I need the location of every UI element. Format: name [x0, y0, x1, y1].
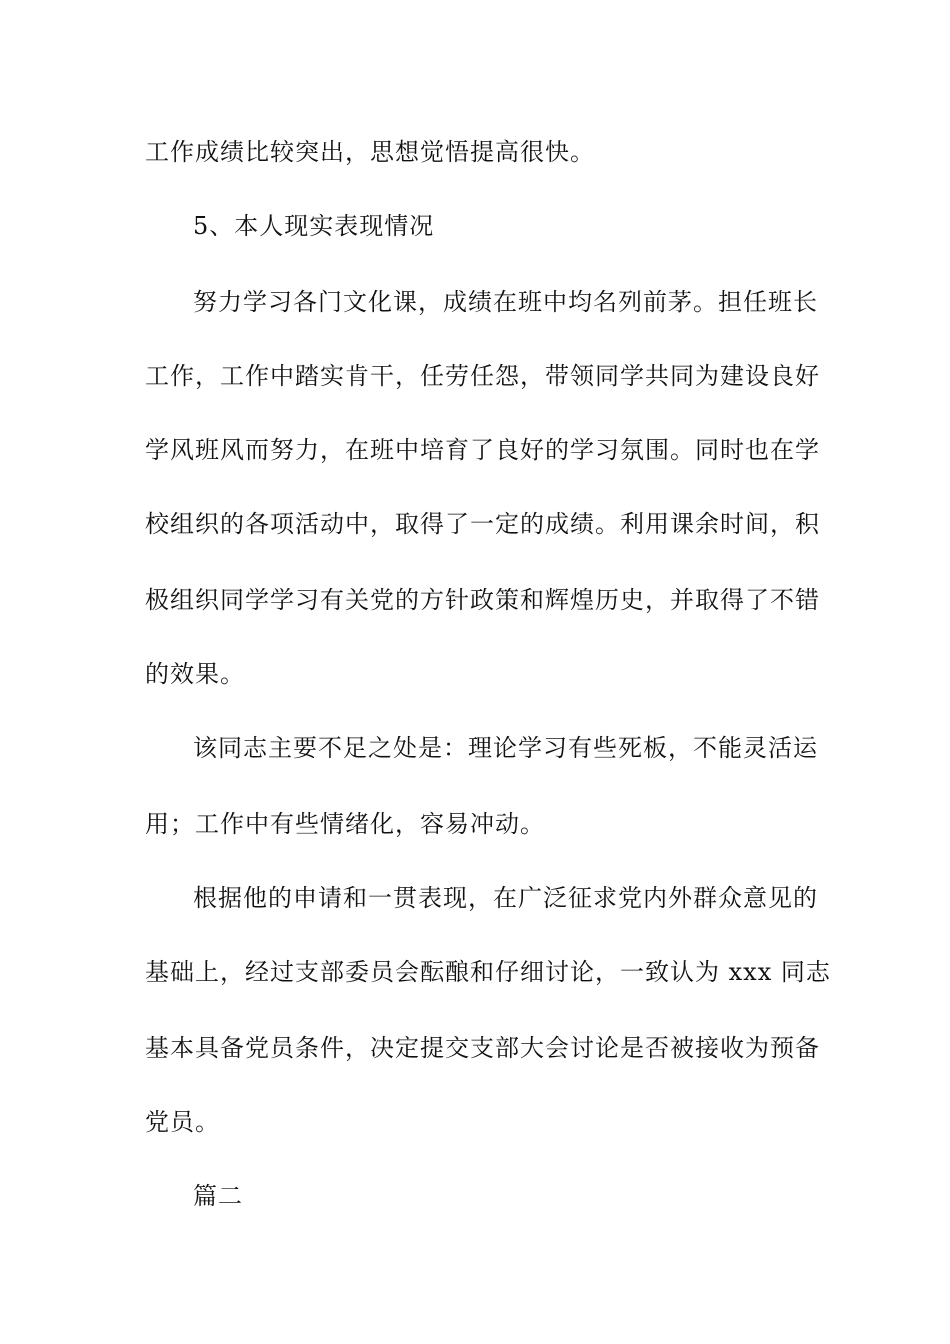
- section-heading: 5、本人现实表现情况: [193, 212, 435, 240]
- paragraph-line: 用；工作中有些情绪化，容易冲动。: [145, 810, 545, 838]
- paragraph-line: 基础上，经过支部委员会酝酿和仔细讨论，一致认为 xxx 同志: [145, 958, 831, 986]
- paragraph-line: 极组织同学学习有关党的方针政策和辉煌历史，并取得了不错: [145, 586, 820, 614]
- paragraph-line: 工作，工作中踏实肯干，任劳任怨，带领同学共同为建设良好: [145, 362, 820, 390]
- paragraph-line: 努力学习各门文化课，成绩在班中均名列前茅。担任班长: [193, 288, 818, 316]
- paragraph-line: 基本具备党员条件，决定提交支部大会讨论是否被接收为预备: [145, 1034, 820, 1062]
- section-heading: 篇二: [193, 1182, 243, 1210]
- paragraph-line: 工作成绩比较突出，思想觉悟提高很快。: [145, 138, 595, 166]
- paragraph-line: 校组织的各项活动中，取得了一定的成绩。利用课余时间，积: [145, 510, 820, 538]
- paragraph-line: 学风班风而努力，在班中培育了良好的学习氛围。同时也在学: [145, 436, 820, 464]
- paragraph-line: 该同志主要不足之处是：理论学习有些死板，不能灵活运: [193, 734, 818, 762]
- paragraph-line: 的效果。: [145, 660, 245, 688]
- paragraph-line: 根据他的申请和一贯表现，在广泛征求党内外群众意见的: [193, 884, 818, 912]
- paragraph-line: 党员。: [145, 1108, 220, 1136]
